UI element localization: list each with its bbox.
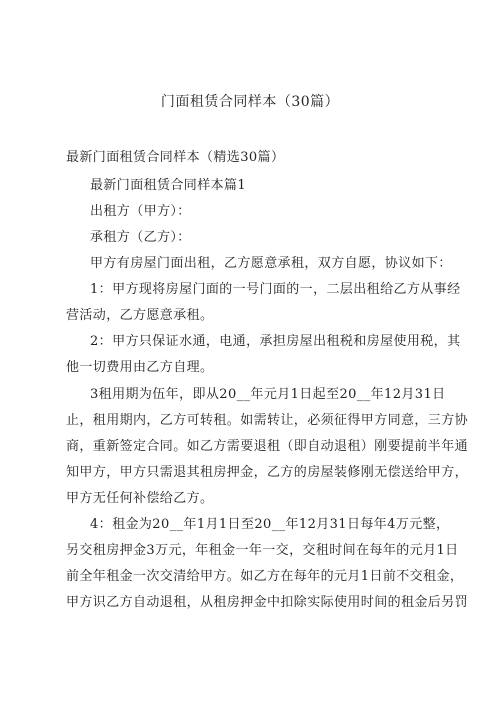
lessor-line: 出租方（甲方）： — [90, 204, 191, 219]
clause-3-line-1: 3租用期为伍年，即从20__年元月1日起至20__年12月31日 — [90, 387, 446, 402]
intro-paragraph: 甲方有房屋门面出租，乙方愿意承租，双方自愿，协议如下： — [90, 256, 452, 271]
clause-4-line-4: 甲方识乙方自动退租，从租房押金中扣除实际使用时间的租金后另罚 — [66, 595, 469, 610]
clause-1-line-2: 营活动，乙方愿意承租。 — [66, 308, 214, 323]
clause-4-line-1: 4：租金为20__年1月1日至20__年12月31日每年4万元整， — [90, 517, 450, 532]
clause-2-line-1: 2：甲方只保证水通，电通，承担房屋出租税和房屋使用税，其 — [90, 334, 461, 349]
clause-1-line-1: 1：甲方现将房屋门面的一号门面的一，二层出租给乙方从事经 — [90, 282, 461, 297]
clause-3-line-2: 止，租用期内，乙方可转租。如需转让，必须征得甲方同意，三方协 — [66, 413, 469, 428]
clause-2-line-2: 他一切费用由乙方自理。 — [66, 360, 214, 375]
lessee-line: 承租方（乙方）： — [90, 230, 191, 245]
clause-4-line-2: 另交租房押金3万元，年租金一年一交，交租时间在每年的元月1日 — [66, 543, 459, 558]
document-title: 门面租赁合同样本（30篇） — [160, 94, 340, 110]
clause-3-line-4: 知甲方，甲方只需退其租房押金，乙方的房屋装修刚无偿送给甲方， — [66, 465, 469, 480]
clause-3-line-5: 甲方无任何补偿给乙方。 — [66, 491, 214, 506]
document-subtitle: 最新门面租赁合同样本（精选30篇） — [66, 150, 285, 165]
clause-4-line-3: 前全年租金一次交清给甲方。如乙方在每年的元月1日前不交租金， — [66, 569, 464, 584]
clause-3-line-3: 商，重新签定合同。如乙方需要退租（即自动退租）刚要提前半年通 — [66, 439, 469, 454]
section-heading: 最新门面租赁合同样本篇1 — [90, 178, 247, 193]
